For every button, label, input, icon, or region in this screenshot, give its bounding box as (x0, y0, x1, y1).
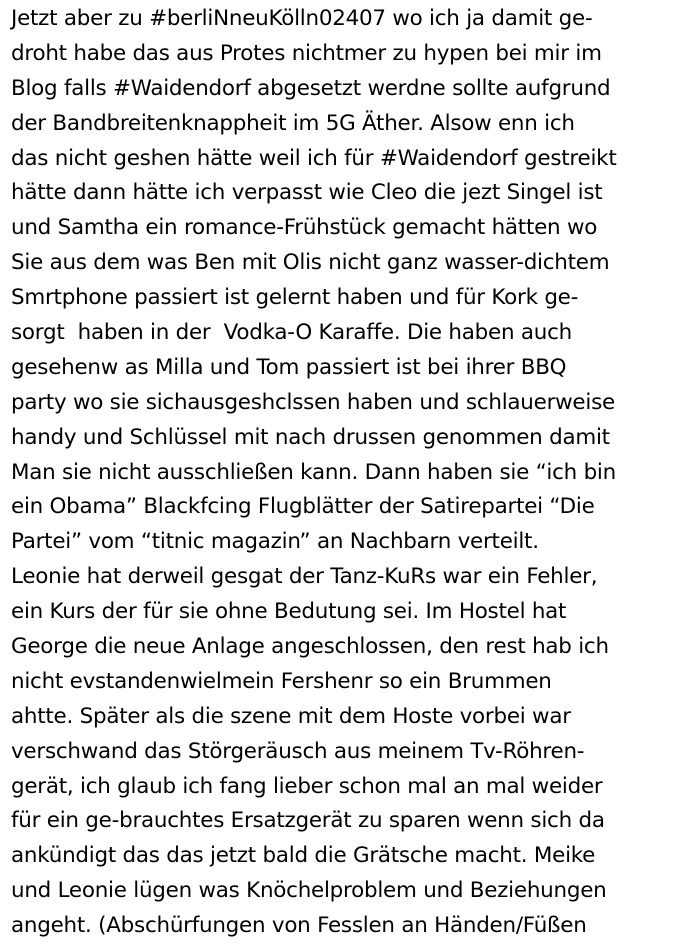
text-line: der Bandbreitenknappheit im 5G Äther. Alsow enn ich (11, 110, 575, 136)
text-line: ein Kurs der für sie ohne Bedutung sei. Im Hostel hat (11, 599, 567, 625)
text-line: party wo sie sichausgeshclssen haben und schlauerweise (11, 389, 615, 415)
text-line: nicht evstandenwielmein Fershenr so ein Brummen (11, 668, 552, 694)
text-line: verschwand das Störgeräusch aus meinem Tv-Röhren- (11, 738, 585, 764)
text-line: Blog falls #Waidendorf abgesetzt werdne sollte aufgrund (11, 75, 611, 101)
text-line: droht habe das aus Protes nichtmer zu hypen bei mir im (11, 40, 602, 66)
text-line: angeht. (Abschürfungen von Fesslen an Händen/Füßen (11, 913, 587, 939)
text-line: gerät, ich glaub ich fang lieber schon mal an mal weider (11, 773, 603, 799)
text-line: Sie aus dem was Ben mit Olis nicht ganz wasser-dichtem (11, 250, 610, 276)
text-line: gesehenw as Milla und Tom passiert ist bei ihrer BBQ (11, 354, 567, 380)
text-line: ankündigt das das jetzt bald die Grätsche macht. Meike (11, 843, 596, 869)
body-text (11, 2, 681, 944)
text-line: George die neue Anlage angeschlossen, den rest hab ich (11, 634, 609, 660)
text-line: Man sie nicht ausschließen kann. Dann haben sie “ich bin (11, 459, 616, 485)
text-line: und Leonie lügen was Knöchelproblem und Beziehungen (11, 878, 607, 904)
text-line: hätte dann hätte ich verpasst wie Cleo die jezt Singel ist (11, 180, 603, 206)
text-line: für ein ge-brauchtes Ersatzgerät zu sparen wenn sich da (11, 808, 605, 834)
text-line: sorgt haben in der Vodka-O Karaffe. Die haben auch (11, 320, 572, 346)
text-line: Leonie hat derweil gesgat der Tanz-KuRs war ein Fehler, (11, 564, 598, 590)
text-line: handy und Schlüssel mit nach drussen genommen damit (11, 424, 610, 450)
text-line: Smrtphone passiert ist gelernt haben und für Kork ge- (11, 285, 579, 311)
text-line: ein Obama” Blackfcing Flugblätter der Satirepartei “Die (11, 494, 595, 520)
text-line: Jetzt aber zu #berliNneuKölln02407 wo ich ja damit ge- (11, 6, 593, 31)
text-line: und Samtha ein romance-Frühstück gemacht hätten wo (11, 215, 598, 241)
text-line: Partei” vom “titnic magazin” an Nachbarn verteilt. (11, 529, 539, 555)
text-line: das nicht geshen hätte weil ich für #Waidendorf gestreikt (11, 145, 617, 171)
text-line: ahtte. Später als die szene mit dem Hoste vorbei war (11, 703, 571, 729)
